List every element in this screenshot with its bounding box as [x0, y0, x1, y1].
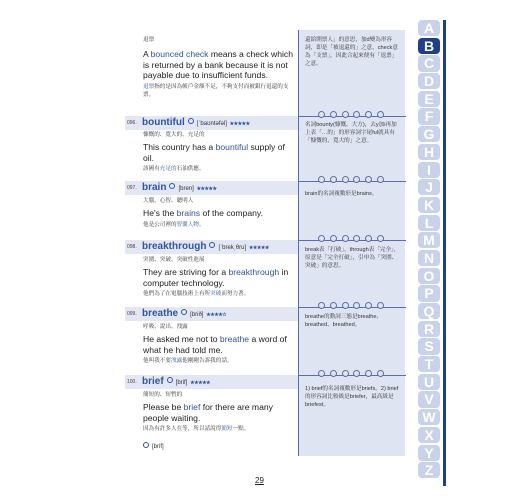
ring-binder: [318, 175, 384, 183]
tab-letter-y[interactable]: Y: [418, 445, 440, 461]
entry-number: 100.: [127, 379, 137, 385]
audio-icon[interactable]: [143, 442, 149, 448]
ring-binder: [318, 234, 384, 242]
rating-stars: ★★★★★: [196, 186, 217, 192]
entry-note: 1) brief的名詞複數形是briefs。2) brief的形容詞比較級是briefer，最高級是briefest。: [305, 386, 399, 408]
entry-note: break表「打破」，through表「完全」，原意是「完全打破」，引申為「突圍、突破」的意思。: [305, 247, 400, 269]
phonetic: [ˈbrek͵θru]: [218, 245, 247, 251]
meaning: 簡短的、短暫的: [143, 392, 183, 398]
top-entry-translation: 退票指的是因為帳戶金額不足，不夠支付而被銀行退還的支票。: [143, 83, 289, 98]
notes-panel-border: [298, 30, 299, 456]
headword: breakthrough [ˈbrek͵θru] ★★★★★: [142, 241, 269, 252]
entry-header: [125, 375, 298, 389]
ring-binder: [318, 301, 384, 309]
tab-letter-f[interactable]: F: [418, 108, 440, 124]
audio-icon[interactable]: [167, 377, 173, 383]
tab-letter-t[interactable]: T: [418, 356, 440, 372]
tab-letter-m[interactable]: M: [418, 232, 440, 248]
tab-letter-j[interactable]: J: [418, 179, 440, 195]
tab-letter-n[interactable]: N: [418, 250, 440, 266]
example-sentence: He's the brains of the company.: [143, 208, 263, 218]
next-phonetic: [brif]: [143, 442, 295, 450]
entry-header: [125, 307, 298, 321]
tab-letter-z[interactable]: Z: [418, 462, 440, 478]
tab-letter-w[interactable]: W: [418, 409, 440, 425]
tab-letter-b[interactable]: B: [418, 38, 440, 54]
entry-number: 097.: [127, 185, 137, 191]
alphabet-index: [418, 20, 440, 480]
translation: 因為有許多人在等，所以請說得簡短一點。: [143, 426, 250, 432]
tab-letter-i[interactable]: I: [418, 162, 440, 178]
audio-icon[interactable]: [181, 309, 187, 315]
tab-letter-g[interactable]: G: [418, 126, 440, 142]
entry-header: [125, 116, 298, 130]
headword: brief [brif] ★★★★★: [142, 376, 211, 387]
entry-header: [125, 181, 298, 195]
top-entry-note: 還給開票人」的意思，加d變為形容詞，即是「被退還的」之意，check意為「支票」，因此合起來便有「退票」之意。: [305, 37, 398, 67]
rating-stars: ★★★★★: [229, 121, 250, 127]
entry-header: [125, 240, 298, 254]
tab-letter-o[interactable]: O: [418, 268, 440, 284]
entry-body: [143, 391, 295, 450]
tab-letter-x[interactable]: X: [418, 427, 440, 443]
entry-body: [143, 131, 295, 173]
meaning: 突圍、突破、突破性進展: [143, 257, 205, 263]
tab-letter-a[interactable]: A: [418, 20, 440, 36]
audio-icon[interactable]: [188, 118, 194, 124]
translation: 他叫我不要洩露他剛剛告訴我的話。: [143, 358, 233, 364]
meaning: 呼吸、說出、洩露: [143, 324, 188, 330]
entry-body: [143, 256, 295, 298]
entry-number: 098.: [127, 244, 137, 250]
ring-binder: [318, 369, 384, 377]
tab-letter-c[interactable]: C: [418, 55, 440, 71]
tab-letter-u[interactable]: U: [418, 374, 440, 390]
rating-stars: ★★★★☆: [206, 312, 227, 318]
meaning: 大腦、心智、聰明人: [143, 198, 194, 204]
audio-icon[interactable]: [209, 242, 215, 248]
phonetic: [bren]: [178, 186, 194, 192]
entry-body: [143, 197, 295, 229]
audio-icon[interactable]: [169, 183, 175, 189]
meaning: 慷慨的、寬大的、充足的: [143, 132, 205, 138]
phonetic: [brif]: [175, 380, 188, 386]
alphabet-rail: [443, 20, 446, 486]
tab-letter-h[interactable]: H: [418, 144, 440, 160]
tab-letter-r[interactable]: R: [418, 321, 440, 337]
entry-number: 096.: [127, 120, 137, 126]
headword: brain [bren] ★★★★★: [142, 182, 217, 193]
example-sentence: He asked me not to breathe a word of what he had told me.: [143, 334, 287, 355]
headword: breathe [brið] ★★★★☆: [142, 308, 227, 319]
tab-letter-l[interactable]: L: [418, 215, 440, 231]
translation: 該國有充足的石油供應。: [143, 166, 205, 172]
example-sentence: This country has a bountiful supply of oil.: [143, 142, 285, 163]
headword: bountiful [ˈbaʊntəfəl] ★★★★★: [142, 117, 250, 128]
rating-stars: ★★★★★: [190, 380, 211, 386]
entry-note: breathe的動詞三態是breathe、breathed、breathed。: [305, 314, 383, 328]
top-entry-meaning: 退票: [143, 37, 155, 43]
phonetic: [brið]: [190, 312, 204, 318]
example-sentence: They are striving for a breakthrough in computer technology.: [143, 267, 289, 288]
page-number: 29: [255, 476, 264, 485]
rating-stars: ★★★★★: [248, 245, 269, 251]
entry-note: 名詞bounty(慷慨、大方)，去y加i再加上表「…的」的形容詞字尾ful就具有「慷慨的、寬大的」之意。: [305, 122, 397, 144]
translation: 他是公司裡的智囊人物。: [143, 221, 205, 228]
tab-letter-k[interactable]: K: [418, 197, 440, 213]
top-entry-example: A bounced check means a check which is returned by a bank because it is not payable due to insufficient funds.: [143, 49, 294, 80]
ring-binder: [318, 110, 384, 118]
tab-letter-p[interactable]: P: [418, 285, 440, 301]
tab-letter-s[interactable]: S: [418, 338, 440, 354]
example-sentence: Please be brief for there are many people waiting.: [143, 402, 273, 423]
tab-letter-q[interactable]: Q: [418, 303, 440, 319]
entry-number: 099.: [127, 311, 137, 317]
entry-body: [143, 323, 295, 365]
tab-letter-e[interactable]: E: [418, 91, 440, 107]
top-entry: [143, 36, 295, 99]
entry-note: brain的名詞複數形是brains。: [305, 191, 378, 197]
translation: 他們為了在電腦技術上有所突破而努力著。: [143, 291, 250, 297]
tab-letter-d[interactable]: D: [418, 73, 440, 89]
phonetic: [ˈbaʊntəfəl]: [196, 121, 227, 127]
tab-letter-v[interactable]: V: [418, 391, 440, 407]
